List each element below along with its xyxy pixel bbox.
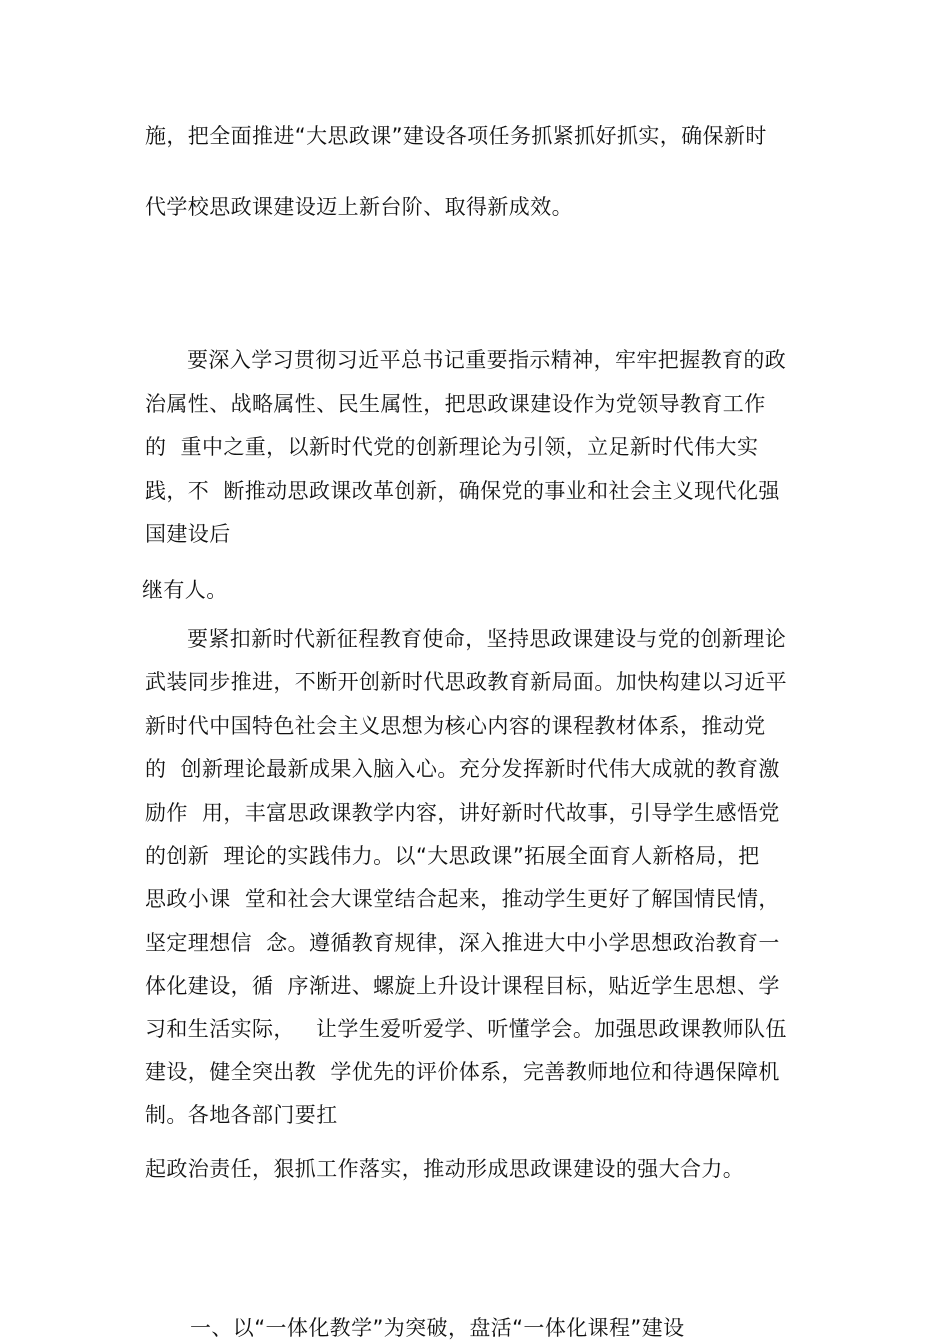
text-line: 治属性、战略属性、民生属性，把思政课建设作为党领导教育工作 [145,392,766,416]
text-line: 要紧扣新时代新征程教育使命，坚持思政课建设与党的创新理论 [187,627,787,651]
text-line: 践，不 断推动思政课改革创新，确保党的事业和社会主义现代化强 [145,479,780,503]
text-line: 坚定理想信 念。遵循教育规律，深入推进大中小学思想政治教育一 [145,931,780,955]
text-line: 武装同步推进，不断开创新时代思政教育新局面。加快构建以习近平 [145,670,787,694]
text-line: 要深入学习贯彻习近平总书记重要指示精神，牢牢把握教育的政 [187,348,787,372]
text-line: 制。各地各部门要扛 [145,1103,338,1127]
text-line: 的 创新理论最新成果入脑入心。充分发挥新时代伟大成就的教育激 [145,757,780,781]
text-line: 的 重中之重，以新时代党的创新理论为引领，立足新时代伟大实 [145,435,759,459]
text-line: 国建设后 [145,522,231,546]
text-line: 励作 用，丰富思政课教学内容，讲好新时代故事，引导学生感悟党 [145,801,780,825]
text-line: 习和生活实际， 让学生爱听爱学、听懂学会。加强思政课教师队伍 [145,1017,787,1041]
text-line: 新时代中国特色社会主义思想为核心内容的课程教材体系，推动党 [145,714,766,738]
text-line: 体化建设，循 序渐进、螺旋上升设计课程目标，贴近学生思想、学 [145,974,780,998]
text-line: 建设，健全突出教 学优先的评价体系，完善教师地位和待遇保障机 [145,1060,780,1084]
text-line: 起政治责任，狠抓工作落实，推动形成思政课建设的强大合力。 [145,1157,745,1181]
text-line: 代学校思政课建设迈上新台阶、取得新成效。 [145,195,573,219]
text-line: 施，把全面推进“大思政课”建设各项任务抓紧抓好抓实，确保新时 [145,124,767,148]
text-line: 继有人。 [142,578,228,602]
text-line: 思政小课 堂和社会大课堂结合起来，推动学生更好了解国情民情， [145,887,780,911]
text-line: 的创新 理论的实践伟力。以“大思政课”拓展全面育人新格局，把 [145,844,760,868]
section-heading: 一、以“一体化教学”为突破，盘活“一体化课程”建设 [190,1316,685,1340]
